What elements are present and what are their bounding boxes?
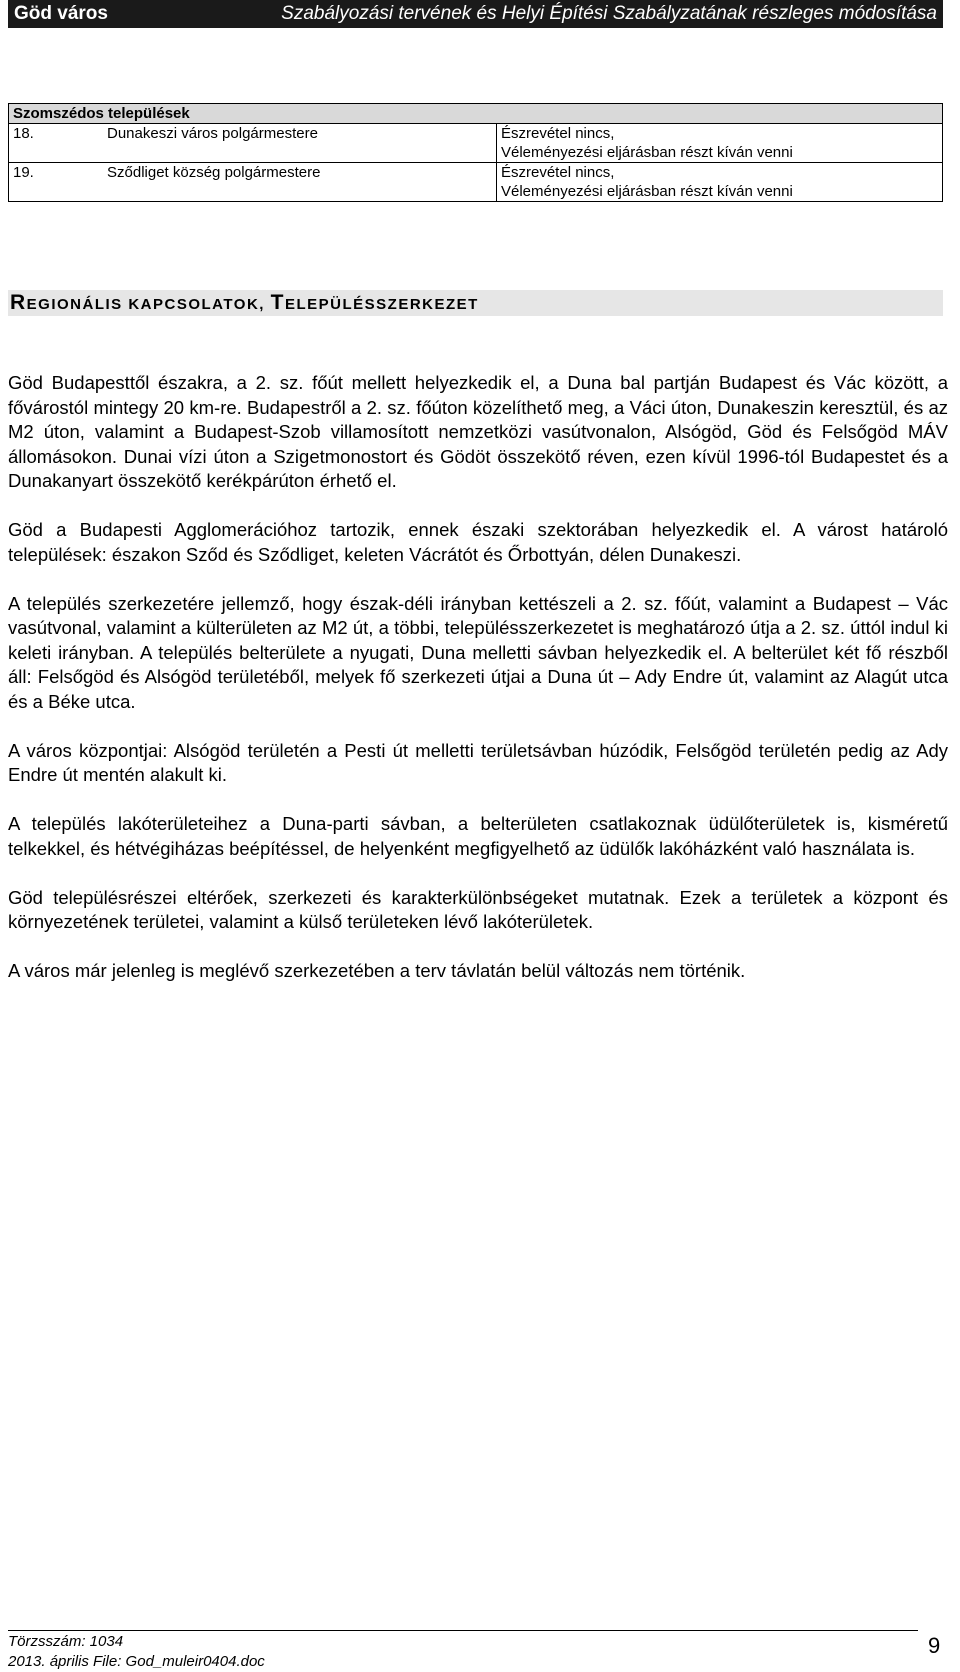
paragraph: Göd településrészei eltérőek, szerkezeti és karakterkülönbségeket mutatnak. Ezek a területek a központ és környezetének területei, valamint a külső területeken lévő lakóterületek.	[8, 886, 948, 932]
body-text	[8, 371, 948, 1008]
table-section-row	[9, 104, 943, 124]
page-header	[8, 0, 943, 28]
heading-separator: ,	[259, 296, 271, 313]
row-comment-line2: Véleményezési eljárásban részt kíván venni	[501, 183, 793, 200]
row-comment	[497, 124, 943, 163]
neighbors-table	[8, 103, 943, 202]
row-number: 18.	[9, 124, 104, 163]
paragraph: Göd Budapesttől északra, a 2. sz. főút mellett helyezkedik el, a Duna bal partján Budapest és Vác között, a fővárostól mintegy 20 km-re. Budapestről a 2. sz. főúton közelíthető meg, a Váci úton, Dunakeszin keresztül, és az M2 úton, valamint a Budapest-Szob villamosított nemzetközi vasútvonalon, Alsógöd, Göd és Felsőgöd MÁV állomásokon. Dunai vízi úton a Szigetmonostort és Gödöt összekötő réven, ezen kívül 1996-tól Budapestet és a Dunakanyart összekötő kerékpárúton érhető el.	[8, 372, 948, 491]
footer-file-info: 2013. április File: God_muleir0404.doc	[8, 1653, 265, 1670]
row-comment	[497, 163, 943, 202]
paragraph: A település lakóterületeihez a Duna-parti sávban, a belterületen csatlakoznak üdülőterületek is, kisméretű telkekkel, és hétvégiházas beépítéssel, de helyenként megfigyelhető az üdülők lakóházként való használata is.	[8, 813, 948, 859]
row-name: Dunakeszi város polgármestere	[103, 124, 497, 163]
table-row	[9, 163, 943, 202]
page-number: 9	[928, 1633, 941, 1658]
heading-initial-2: T	[270, 291, 285, 314]
row-comment-line2: Véleményezési eljárásban részt kíván venni	[501, 144, 793, 161]
footer-divider	[8, 1630, 918, 1631]
heading-text-1: EGIONÁLIS KAPCSOLATOK	[26, 296, 260, 313]
section-heading	[8, 290, 943, 316]
row-comment-line1: Észrevétel nincs,	[501, 164, 615, 181]
row-number: 19.	[9, 163, 104, 202]
paragraph: A település szerkezetére jellemző, hogy észak-déli irányban kettészeli a 2. sz. főút, valamint a Budapest – Vác vasútvonal, valamint a külterületen az M2 út, a többi, településszerkezetet is meghatározó útja a 2. sz. úttól indul ki keleti irányban. A település belterülete a nyugati, Duna melletti sávban helyezkedik el. A belterület két fő részből áll: Felsőgöd és Alsógöd területéből, melyek fő szerkezeti útjai a Duna út – Ady Endre út, valamint az Alagút utca és a Béke utca.	[8, 592, 948, 712]
heading-initial-1: R	[10, 291, 27, 314]
heading-text-2: ELEPÜLÉSSZERKEZET	[284, 296, 479, 313]
page-footer	[8, 1632, 265, 1672]
footer-registry-number: Törzsszám: 1034	[8, 1633, 124, 1650]
row-comment-line1: Észrevétel nincs,	[501, 125, 615, 142]
paragraph: A város központjai: Alsógöd területén a Pesti út melletti területsávban húzódik, Felsőgöd területén pedig az Ady Endre út mentén alakult ki.	[8, 739, 948, 785]
row-name: Sződliget község polgármestere	[103, 163, 497, 202]
header-city: Göd város	[14, 3, 108, 24]
table-section-label: Szomszédos települések	[9, 104, 943, 124]
table-row	[9, 124, 943, 163]
paragraph: A város már jelenleg is meglévő szerkezetében a terv távlatán belül változás nem történik.	[8, 960, 746, 981]
paragraph: Göd a Budapesti Agglomerációhoz tartozik, ennek északi szektorában helyezkedik el. A várost határoló települések: északon Sződ és Sződliget, keleten Vácrátót és Őrbottyán, délen Dunakeszi.	[8, 519, 948, 565]
header-document-title: Szabályozási tervének és Helyi Építési Szabályzatának részleges módosítása	[281, 3, 937, 24]
